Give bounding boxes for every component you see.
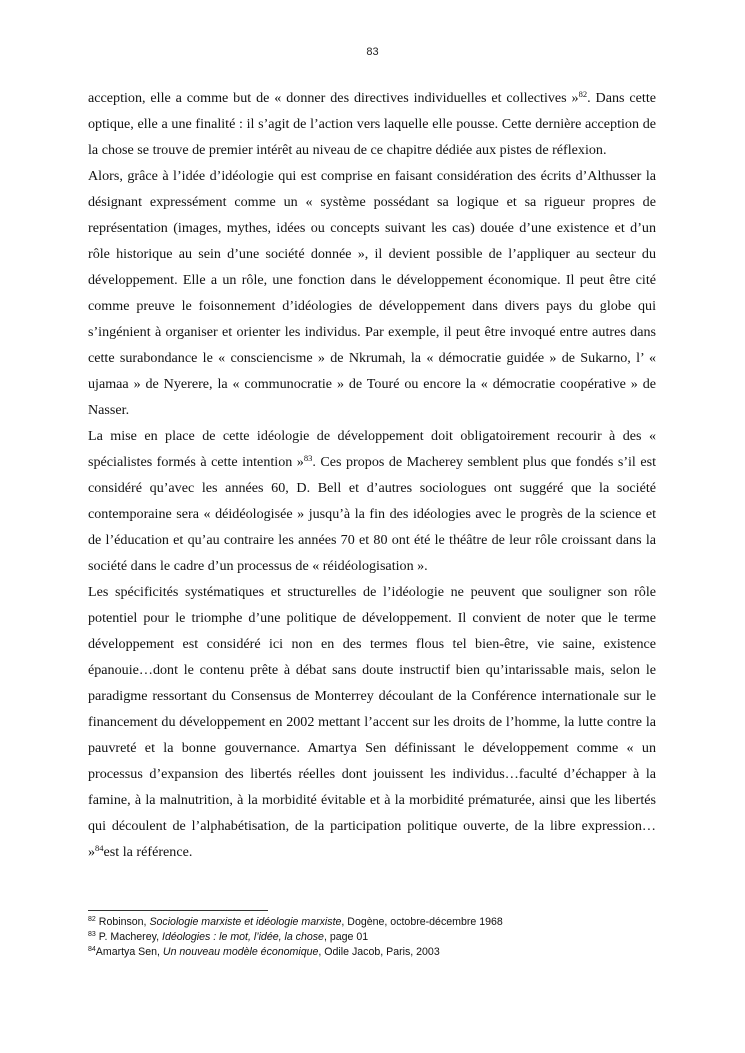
footnote-author: Robinson,: [98, 916, 150, 928]
footnote-reference-84[interactable]: 84: [95, 843, 104, 853]
footnote-mark: 82: [88, 916, 96, 923]
footnote-author: Amartya Sen,: [95, 946, 163, 958]
footnote-mark: 84: [88, 946, 96, 953]
paragraph-text: . Ces propos de Macherey semblent plus que fondés s’il est considéré qu’avec les années 60, D. Bell et d’autres sociologues ont suggéré que la société contemporaine sera « déidéologisée » jusqu’à la fin des idéologies avec le progrès de la science et de l’éducation et qu’au contraire les années 70 et 80 ont été le théâtre de leur rôle croissant dans la société dans le cadre d’un processus de « réidéologisation ».: [88, 454, 656, 574]
paragraph-2: [88, 163, 656, 423]
paragraph-text: La mise en place de cette idéologie de développement doit obligatoirement recourir à des « spécialistes formés à cette intention »: [88, 428, 656, 470]
footnote-82: [88, 915, 668, 930]
page-number: 83: [366, 46, 379, 58]
footnotes: [88, 915, 668, 960]
paragraph-3: [88, 423, 656, 579]
footnote-separator: [88, 910, 268, 911]
paragraph-text: Alors, grâce à l’idée d’idéologie qui est comprise en faisant considération des écrits d’Althusser la désignant expressément comme un « système possédant sa logique et sa rigueur propres de représentation (images, mythes, idées ou concepts suivant les cas) douée d’une existence et d’un rôle historique au sein d’une société donnée », il devient possible de l’appliquer au secteur du développement. Elle a un rôle, une fonction dans le développement économique. Il peut être cité comme preuve le foisonnement d’idéologies de développement dans divers pays du globe qui s’ingénient à organiser et orienter les individus. Par exemple, il peut être invoqué entre autres dans cette surabondance le « consciencisme » de Nkrumah, la « démocratie guidée » de Sukarno, l’ « ujamaa » de Nyerere, la « communocratie » de Touré ou encore la « démocratie coopérative » de Nasser.: [88, 168, 656, 418]
footnote-84: [88, 945, 668, 960]
paragraph-text: est la référence.: [103, 844, 193, 860]
footnote-details: , page 01: [323, 931, 369, 943]
footnote-title: Sociologie marxiste et idéologie marxiste: [149, 916, 342, 928]
paragraph-text: . Dans cette optique, elle a une finalité : il s’agit de l’action vers laquelle elle pousse. Cette dernière acception de la chose se trouve de premier intérêt au niveau de ce chapitre dédiée aux pistes de réflexion.: [88, 90, 656, 158]
footnote-reference-83[interactable]: 83: [303, 453, 313, 463]
footnote-mark: 83: [88, 931, 96, 938]
footnote-title: Idéologies : le mot, l’idée, la chose: [162, 931, 324, 943]
footnote-reference-82[interactable]: 82: [578, 89, 588, 99]
footnote-author: P. Macherey,: [98, 931, 162, 943]
paragraph-text: Les spécificités systématiques et structurelles de l’idéologie ne peuvent que souligner son rôle potentiel pour le triomphe d’une politique de développement. Il convient de noter que le terme développement est considéré ici non en des termes flous tel bien-être, vie saine, existence épanouie…dont le contenu prête à débat sans doute instructif bien qu’intarissable mais, selon le paradigme ressortant du Consensus de Monterrey découlant de la Conférence internationale sur le financement du développement en 2002 mettant l’accent sur les droits de l’homme, la lutte contre la pauvreté et la bonne gouvernance. Amartya Sen définissant le développement comme « un processus d’expansion des libertés réelles dont jouissent les individus…faculté d’échapper à la famine, à la malnutrition, à la morbidité évitable et à la morbidité prématurée, ainsi que les libertés qui découlent de l’alphabétisation, de la participation politique ouverte, de la libre expression… »: [88, 584, 656, 860]
footnote-83: [88, 930, 668, 945]
footnote-details: , Dogène, octobre-décembre 1968: [341, 916, 503, 928]
body-text: [88, 85, 656, 865]
paragraph-text: acception, elle a comme but de « donner des directives individuelles et collectives »: [88, 90, 579, 106]
paragraph-4: [88, 579, 656, 865]
footnote-details: , Odile Jacob, Paris, 2003: [318, 946, 440, 958]
paragraph-1: [88, 85, 656, 163]
footnote-title: Un nouveau modèle économique: [162, 946, 319, 958]
